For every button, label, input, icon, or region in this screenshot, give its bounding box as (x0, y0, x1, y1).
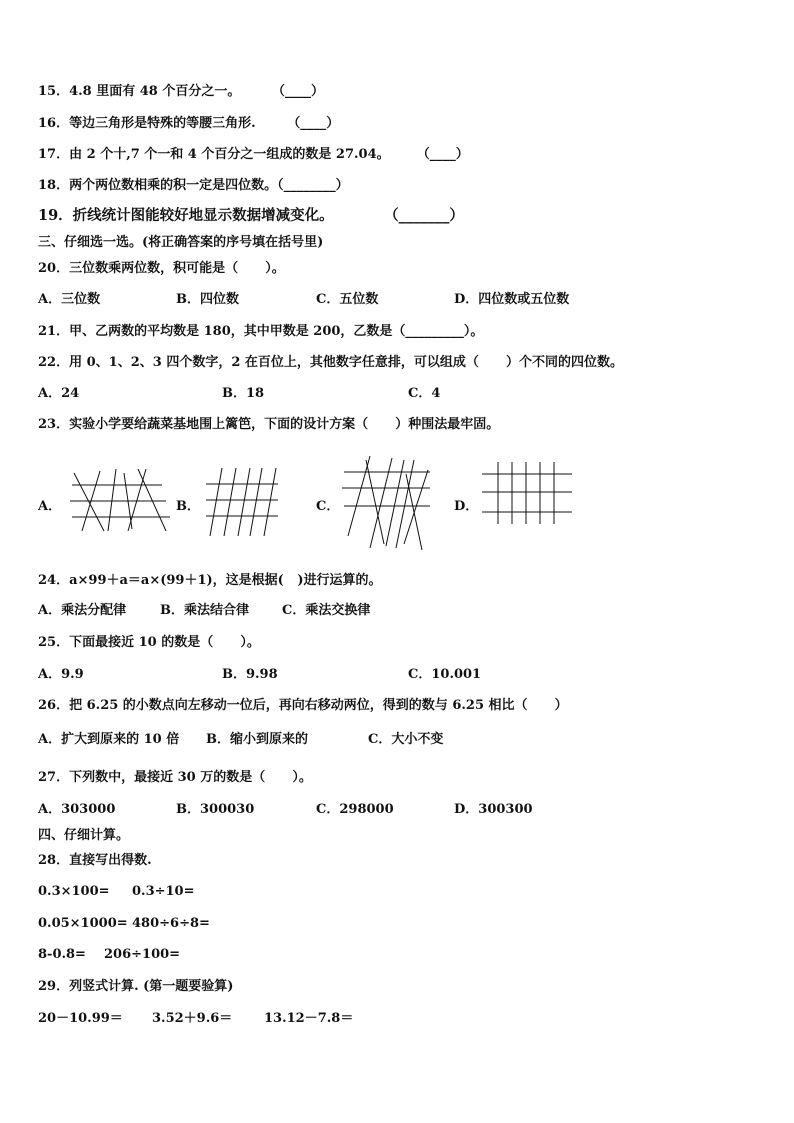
q25-option-a: A．9.9 (38, 667, 84, 682)
question-22: 22．用 0、1、2、3 四个数字，2 在百位上，其他数字任意排，可以组成（ ）个不同的四位数。 (38, 355, 624, 370)
section-3-heading: 三、仔细选一选。(将正确答案的序号填在括号里) (38, 235, 324, 250)
q22-option-a: A．24 (38, 386, 80, 401)
calc-item: 20－10.99＝ (38, 1011, 123, 1026)
question-20: 20．三位数乘两位数，积可能是（ ）。 (38, 261, 285, 276)
question-15: 15．4.8 里面有 48 个百分之一。 （____） (38, 84, 325, 99)
question-17: 17．由 2 个十,7 个一和 4 个百分之一组成的数是 27.04。 （____） (38, 147, 469, 162)
q26-option-b: B．缩小到原来的 (206, 732, 308, 747)
q24-option-c: C．乘法交换律 (282, 603, 371, 618)
calc-item: 8-0.8= (38, 947, 86, 962)
calc-item: 3.52＋9.6＝ (152, 1011, 233, 1026)
section-4-heading: 四、仔细计算。 (38, 828, 130, 843)
q20-option-c: C．五位数 (316, 292, 379, 307)
question-19: 19．折线统计图能较好地显示数据增减变化。 （_______） (38, 207, 464, 224)
q27-option-c: C．298000 (316, 802, 394, 817)
question-28: 28．直接写出得数. (38, 853, 152, 868)
q26-option-a: A．扩大到原来的 10 倍 (38, 732, 180, 747)
q20-option-b: B．四位数 (176, 292, 239, 307)
question-26: 26．把 6.25 的小数点向左移动一位后，再向右移动两位，得到的数与 6.25 相比（ ） (38, 698, 568, 713)
question-23: 23．实验小学要给蔬菜基地围上篱笆，下面的设计方案（ ）种围法最牢固。 (38, 417, 500, 432)
q20-option-a: A．三位数 (38, 292, 101, 307)
q22-option-b: B．18 (222, 386, 265, 401)
q25-option-c: C．10.001 (408, 667, 482, 682)
q27-option-a: A．303000 (38, 802, 116, 817)
q20-option-d: D．四位数或五位数 (454, 292, 570, 307)
q22-option-c: C．4 (408, 386, 441, 401)
q27-option-d: D．300300 (454, 802, 533, 817)
calc-item: 206÷100= (104, 947, 181, 962)
question-18: 18．两个两位数相乘的积一定是四位数。（________） (38, 178, 349, 193)
question-25: 25．下面最接近 10 的数是（ ）。 (38, 635, 260, 650)
fence-diagram-b (204, 466, 280, 538)
fence-diagram-a (66, 465, 172, 535)
q23-option-a: A． (38, 499, 62, 514)
q27-option-b: B．300030 (176, 802, 255, 817)
question-29: 29．列竖式计算. (第一题要验算) (38, 979, 234, 994)
fence-diagram-c (342, 454, 432, 552)
q26-option-c: C．大小不变 (368, 732, 444, 747)
question-21: 21．甲、乙两数的平均数是 180，其中甲数是 200，乙数是（_________）。 (38, 324, 484, 339)
fence-diagram-d (480, 460, 574, 526)
question-16: 16．等边三角形是特殊的等腰三角形. （____） (38, 116, 340, 131)
calc-item: 0.3×100= (38, 884, 110, 899)
q25-option-b: B．9.98 (222, 667, 278, 682)
calc-item: 0.05×1000= (38, 916, 128, 931)
calc-item: 0.3÷10= (132, 884, 195, 899)
question-24: 24．a×99＋a＝a×(99＋1)，这是根据( )进行运算的。 (38, 573, 382, 588)
q24-option-a: A．乘法分配律 (38, 603, 127, 618)
q24-option-b: B．乘法结合律 (160, 603, 249, 618)
q23-option-d: D． (454, 499, 479, 514)
calc-item: 480÷6÷8= (132, 916, 210, 931)
calc-item: 13.12－7.8＝ (264, 1011, 354, 1026)
question-27: 27．下列数中，最接近 30 万的数是（ ）。 (38, 770, 312, 785)
q23-option-c: C． (316, 499, 340, 514)
q23-option-b: B． (176, 499, 200, 514)
